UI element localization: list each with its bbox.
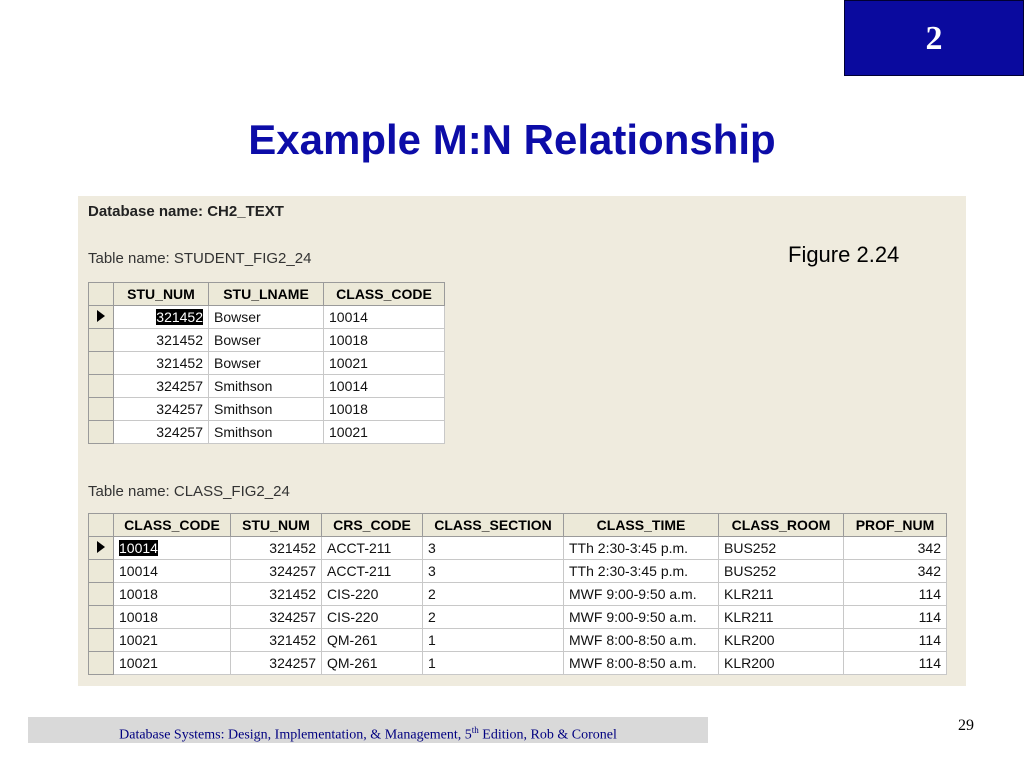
table-cell[interactable]: ACCT-211 <box>322 560 423 583</box>
database-name-label: Database name: CH2_TEXT <box>88 203 284 220</box>
table-cell[interactable]: BUS252 <box>719 537 844 560</box>
record-selector[interactable] <box>89 306 114 329</box>
table-row[interactable] <box>89 375 445 398</box>
table-cell[interactable]: 342 <box>844 560 947 583</box>
table-cell[interactable] <box>114 306 209 329</box>
class-table <box>88 513 947 675</box>
table-cell[interactable]: 321452 <box>114 352 209 375</box>
table-cell[interactable]: 114 <box>844 652 947 675</box>
column-header[interactable]: STU_LNAME <box>209 283 324 306</box>
table-cell[interactable]: KLR211 <box>719 583 844 606</box>
record-selector[interactable] <box>89 629 114 652</box>
table-cell[interactable]: QM-261 <box>322 652 423 675</box>
footer-text: Database Systems: Design, Implementation, & Management, 5 <box>119 727 472 743</box>
table-cell[interactable]: TTh 2:30-3:45 p.m. <box>564 537 719 560</box>
table-cell[interactable]: 324257 <box>114 375 209 398</box>
table-cell[interactable]: 114 <box>844 606 947 629</box>
table-cell[interactable]: Bowser <box>209 329 324 352</box>
table-header-row <box>89 514 947 537</box>
record-selector[interactable] <box>89 352 114 375</box>
table-row[interactable] <box>89 606 947 629</box>
table-cell[interactable]: Smithson <box>209 375 324 398</box>
table-cell[interactable]: 321452 <box>114 329 209 352</box>
table-cell[interactable]: 321452 <box>231 629 322 652</box>
table-cell[interactable]: 324257 <box>231 606 322 629</box>
table-cell[interactable]: QM-261 <box>322 629 423 652</box>
student-table <box>88 282 445 444</box>
table-cell[interactable]: 3 <box>423 560 564 583</box>
table-cell[interactable]: 2 <box>423 583 564 606</box>
table-cell[interactable]: 1 <box>423 629 564 652</box>
table-row[interactable] <box>89 583 947 606</box>
table-cell[interactable] <box>114 537 231 560</box>
table-cell[interactable]: 10014 <box>324 306 445 329</box>
record-selector[interactable] <box>89 606 114 629</box>
record-selector[interactable] <box>89 537 114 560</box>
table-header-row <box>89 283 445 306</box>
record-selector[interactable] <box>89 560 114 583</box>
table-cell[interactable]: Smithson <box>209 421 324 444</box>
table-cell[interactable]: 324257 <box>231 560 322 583</box>
table-cell[interactable]: ACCT-211 <box>322 537 423 560</box>
table-cell[interactable]: 324257 <box>114 398 209 421</box>
table-row[interactable] <box>89 629 947 652</box>
slide-title: Example M:N Relationship <box>248 116 776 163</box>
record-selector[interactable] <box>89 652 114 675</box>
table-cell[interactable]: Smithson <box>209 398 324 421</box>
table-cell[interactable]: 10018 <box>324 398 445 421</box>
table-cell[interactable]: TTh 2:30-3:45 p.m. <box>564 560 719 583</box>
table-cell[interactable]: MWF 9:00-9:50 a.m. <box>564 606 719 629</box>
table-cell[interactable]: 10021 <box>324 421 445 444</box>
record-selector-header <box>89 514 114 537</box>
selected-cell-text: 10014 <box>119 540 158 556</box>
table-cell[interactable]: 342 <box>844 537 947 560</box>
table-cell[interactable]: MWF 8:00-8:50 a.m. <box>564 629 719 652</box>
table-cell[interactable]: Bowser <box>209 306 324 329</box>
table-cell[interactable]: 10021 <box>114 652 231 675</box>
class-table-caption: Table name: CLASS_FIG2_24 <box>88 483 290 500</box>
record-selector[interactable] <box>89 329 114 352</box>
column-header[interactable]: PROF_NUM <box>844 514 947 537</box>
table-cell[interactable]: 10014 <box>114 560 231 583</box>
table-cell[interactable]: MWF 9:00-9:50 a.m. <box>564 583 719 606</box>
table-cell[interactable]: Bowser <box>209 352 324 375</box>
column-header[interactable]: CLASS_ROOM <box>719 514 844 537</box>
table-cell[interactable]: 10018 <box>114 583 231 606</box>
table-row[interactable] <box>89 352 445 375</box>
table-cell[interactable]: MWF 8:00-8:50 a.m. <box>564 652 719 675</box>
table-cell[interactable]: 324257 <box>231 652 322 675</box>
current-record-arrow-icon <box>97 541 105 553</box>
footer-citation <box>28 717 708 743</box>
table-row[interactable] <box>89 560 947 583</box>
table-cell[interactable]: 114 <box>844 629 947 652</box>
table-cell[interactable]: 10018 <box>324 329 445 352</box>
table-row[interactable] <box>89 329 445 352</box>
table-cell[interactable]: 321452 <box>231 537 322 560</box>
table-cell[interactable]: KLR211 <box>719 606 844 629</box>
table-row[interactable] <box>89 652 947 675</box>
footer-text-end: Edition, Rob & Coronel <box>478 727 617 743</box>
current-record-arrow-icon <box>97 310 105 322</box>
record-selector[interactable] <box>89 421 114 444</box>
column-header[interactable]: STU_NUM <box>231 514 322 537</box>
column-header[interactable]: CLASS_CODE <box>324 283 445 306</box>
table-cell[interactable]: KLR200 <box>719 652 844 675</box>
table-cell[interactable]: 10014 <box>324 375 445 398</box>
column-header[interactable]: CLASS_CODE <box>114 514 231 537</box>
table-cell[interactable]: 10021 <box>324 352 445 375</box>
table-row[interactable] <box>89 421 445 444</box>
table-cell[interactable]: 3 <box>423 537 564 560</box>
column-header[interactable]: STU_NUM <box>114 283 209 306</box>
table-cell[interactable]: 114 <box>844 583 947 606</box>
chapter-number-box: 2 <box>844 0 1024 76</box>
column-header[interactable]: CRS_CODE <box>322 514 423 537</box>
student-table-caption: Table name: STUDENT_FIG2_24 <box>88 250 312 267</box>
column-header[interactable]: CLASS_SECTION <box>423 514 564 537</box>
table-cell[interactable]: 10021 <box>114 629 231 652</box>
table-cell[interactable]: 321452 <box>231 583 322 606</box>
column-header[interactable]: CLASS_TIME <box>564 514 719 537</box>
table-cell[interactable]: CIS-220 <box>322 583 423 606</box>
table-row[interactable] <box>89 537 947 560</box>
table-row[interactable] <box>89 306 445 329</box>
record-selector[interactable] <box>89 583 114 606</box>
record-selector-header <box>89 283 114 306</box>
table-cell[interactable]: 10018 <box>114 606 231 629</box>
table-cell[interactable]: KLR200 <box>719 629 844 652</box>
table-cell[interactable]: 324257 <box>114 421 209 444</box>
table-cell[interactable]: 2 <box>423 606 564 629</box>
table-cell[interactable]: CIS-220 <box>322 606 423 629</box>
table-row[interactable] <box>89 398 445 421</box>
page-number: 29 <box>958 717 974 734</box>
record-selector[interactable] <box>89 398 114 421</box>
footer-superscript: th <box>471 725 479 735</box>
selected-cell-text: 321452 <box>156 309 203 325</box>
record-selector[interactable] <box>89 375 114 398</box>
table-cell[interactable]: 1 <box>423 652 564 675</box>
figure-label: Figure 2.24 <box>788 242 900 267</box>
table-cell[interactable]: BUS252 <box>719 560 844 583</box>
